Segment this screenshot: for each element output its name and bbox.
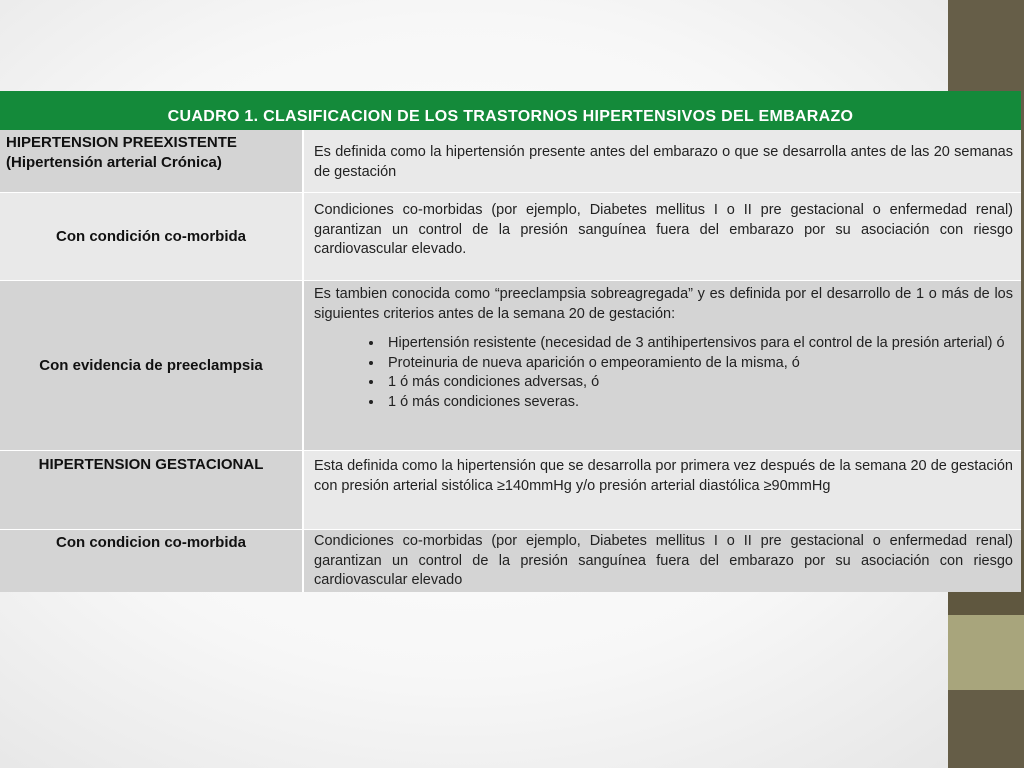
row-category [0,530,304,592]
row-category [0,130,304,192]
table-row [0,530,1021,592]
row-description [304,193,1021,280]
row-description [304,451,1021,529]
side-strip-accent-block [948,615,1024,690]
table-row [0,281,1021,451]
table-title: CUADRO 1. CLASIFICACION DE LOS TRASTORNOS HIPERTENSIVOS DEL EMBARAZO [0,91,1021,130]
list-item: • Proteinuria de nueva aparición o empeoramiento de la misma, ó [384,354,1013,374]
row-description-text: Condiciones co-morbidas (por ejemplo, Diabetes mellitus I o II pre gestacional o enfermedad renal) garantizan un control de la presión sanguínea fuera del embarazo por su asociación con riesgo cardiovascular elevado [314,533,1013,589]
row-category [0,281,304,450]
row-category [0,451,304,529]
classification-table [0,91,1021,592]
row-category [0,193,304,280]
row-category-label: Con condicion co-morbida [56,534,246,551]
list-item: • Hipertensión resistente (necesidad de 3 antihipertensivos para el control de la presión arterial) ó [384,334,1013,354]
table-row [0,451,1021,530]
row-description-text: Es definida como la hipertensión presente antes del embarazo o que se desarrolla antes de las 20 semanas de gestación [314,144,1013,180]
row-description-text: Esta definida como la hipertensión que se desarrolla por primera vez después de la semana 20 de gestación con presión arterial sistólica ≥140mmHg y/o presión arterial diastólica ≥90mmHg [314,458,1013,494]
criteria-list [314,334,1013,412]
list-item: • 1 ó más condiciones adversas, ó [384,373,1013,393]
row-description-text: Es tambien conocida como “preeclampsia sobreagregada” y es definida por el desarrollo de 1 o más de los siguientes criterios antes de la semana 20 de gestación: [314,286,1013,322]
row-category-line: HIPERTENSION PREEXISTENTE [6,134,237,151]
row-description-text: Condiciones co-morbidas (por ejemplo, Diabetes mellitus I o II pre gestacional o enfermedad renal) garantizan un control de la presión sanguínea fuera del embarazo por su asociación con riesgo cardiovascular elevado. [314,202,1013,258]
list-item: • 1 ó más condiciones severas. [384,393,1013,413]
row-description [304,130,1021,192]
table-row [0,130,1021,193]
side-strip-block [948,690,1024,768]
row-description [304,530,1021,592]
row-category-line: (Hipertensión arterial Crónica) [6,153,222,171]
table-row [0,193,1021,281]
row-category-label: HIPERTENSION GESTACIONAL [38,456,264,473]
row-description [304,281,1021,450]
row-category-label: Con condición co-morbida [56,227,246,245]
row-category-label: Con evidencia de preeclampsia [39,356,263,374]
